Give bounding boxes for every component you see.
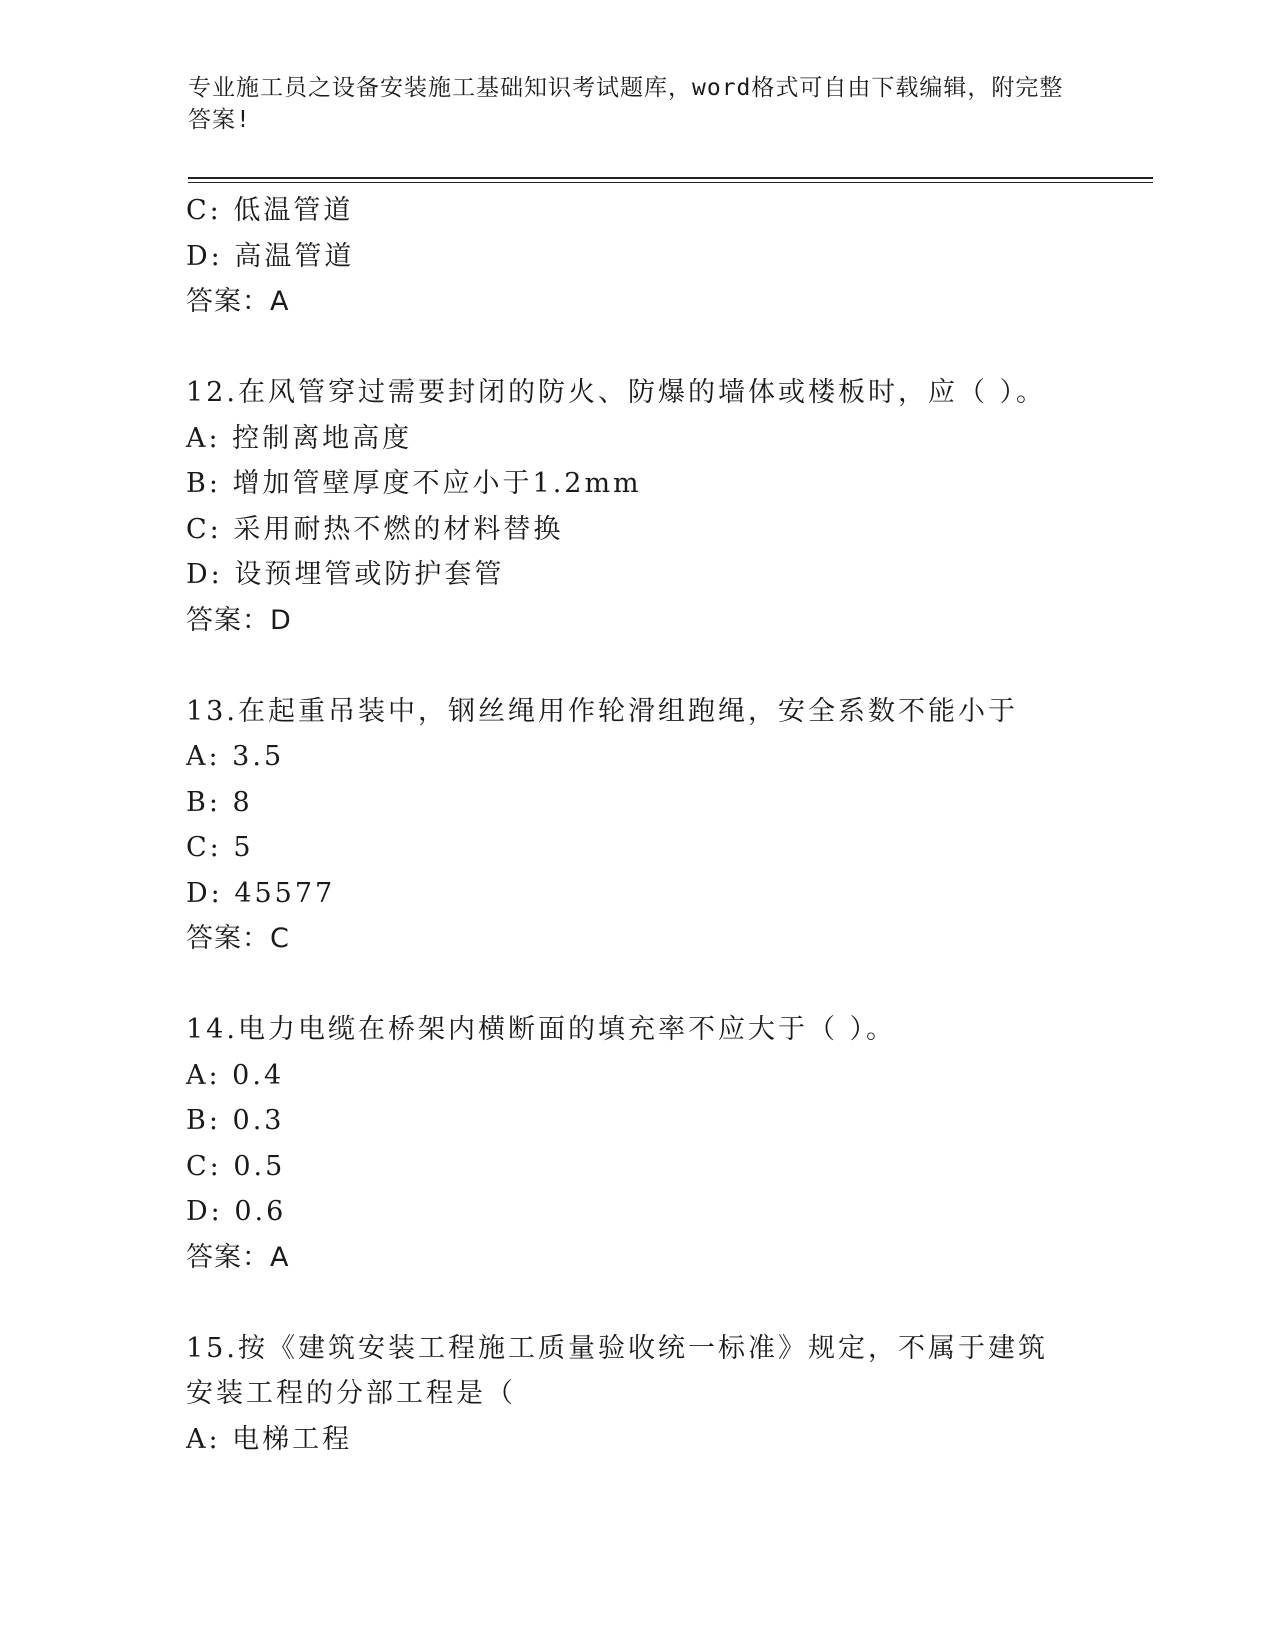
option-d: D: 0.6	[186, 1196, 287, 1227]
answer-line: 答案：A	[186, 1241, 290, 1273]
question-stem: 12.在风管穿过需要封闭的防火、防爆的墙体或楼板时，应（ ）。	[186, 377, 1047, 408]
question-block	[186, 689, 1086, 962]
question-list	[186, 188, 1086, 1462]
option-d: D: 设预埋管或防护套管	[186, 559, 505, 590]
option-d: D: 45577	[186, 877, 336, 909]
answer-line: 答案：A	[186, 286, 290, 317]
answer-line: 答案：D	[186, 604, 292, 636]
option-d: D: 高温管道	[186, 240, 355, 272]
option-b: B: 0.3	[186, 1105, 285, 1136]
option-a: A: 3.5	[186, 741, 285, 772]
option-c: C: 5	[186, 832, 254, 863]
header-rule-thin	[188, 182, 1153, 183]
question-block	[186, 1007, 1086, 1280]
option-c: C: 采用耐热不燃的材料替换	[186, 513, 564, 545]
question-stem: 13.在起重吊装中，钢丝绳用作轮滑组跑绳，安全系数不能小于	[186, 695, 1018, 727]
answer-line: 答案：C	[186, 923, 290, 954]
option-a: A: 0.4	[186, 1059, 285, 1091]
option-a: A: 电梯工程	[186, 1423, 353, 1455]
question-block	[186, 1326, 1086, 1463]
page-header: 专业施工员之设备安装施工基础知识考试题库，word格式可自由下载编辑，附完整答案!	[188, 75, 1064, 133]
question-stem: 15.按《建筑安装工程施工质量验收统一标准》规定，不属于建筑安装工程的分部工程是（	[186, 1332, 1048, 1409]
question-block	[186, 370, 1086, 643]
question-block	[186, 188, 1086, 325]
option-c: C: 0.5	[186, 1150, 286, 1182]
question-stem: 14.电力电缆在桥架内横断面的填充率不应大于（ ）。	[186, 1014, 897, 1045]
option-b: B: 8	[186, 786, 253, 818]
header-rule	[188, 177, 1153, 179]
option-c: C: 低温管道	[186, 195, 354, 226]
option-b: B: 增加管壁厚度不应小于1.2mm	[186, 468, 642, 499]
option-a: A: 控制离地高度	[186, 422, 413, 454]
